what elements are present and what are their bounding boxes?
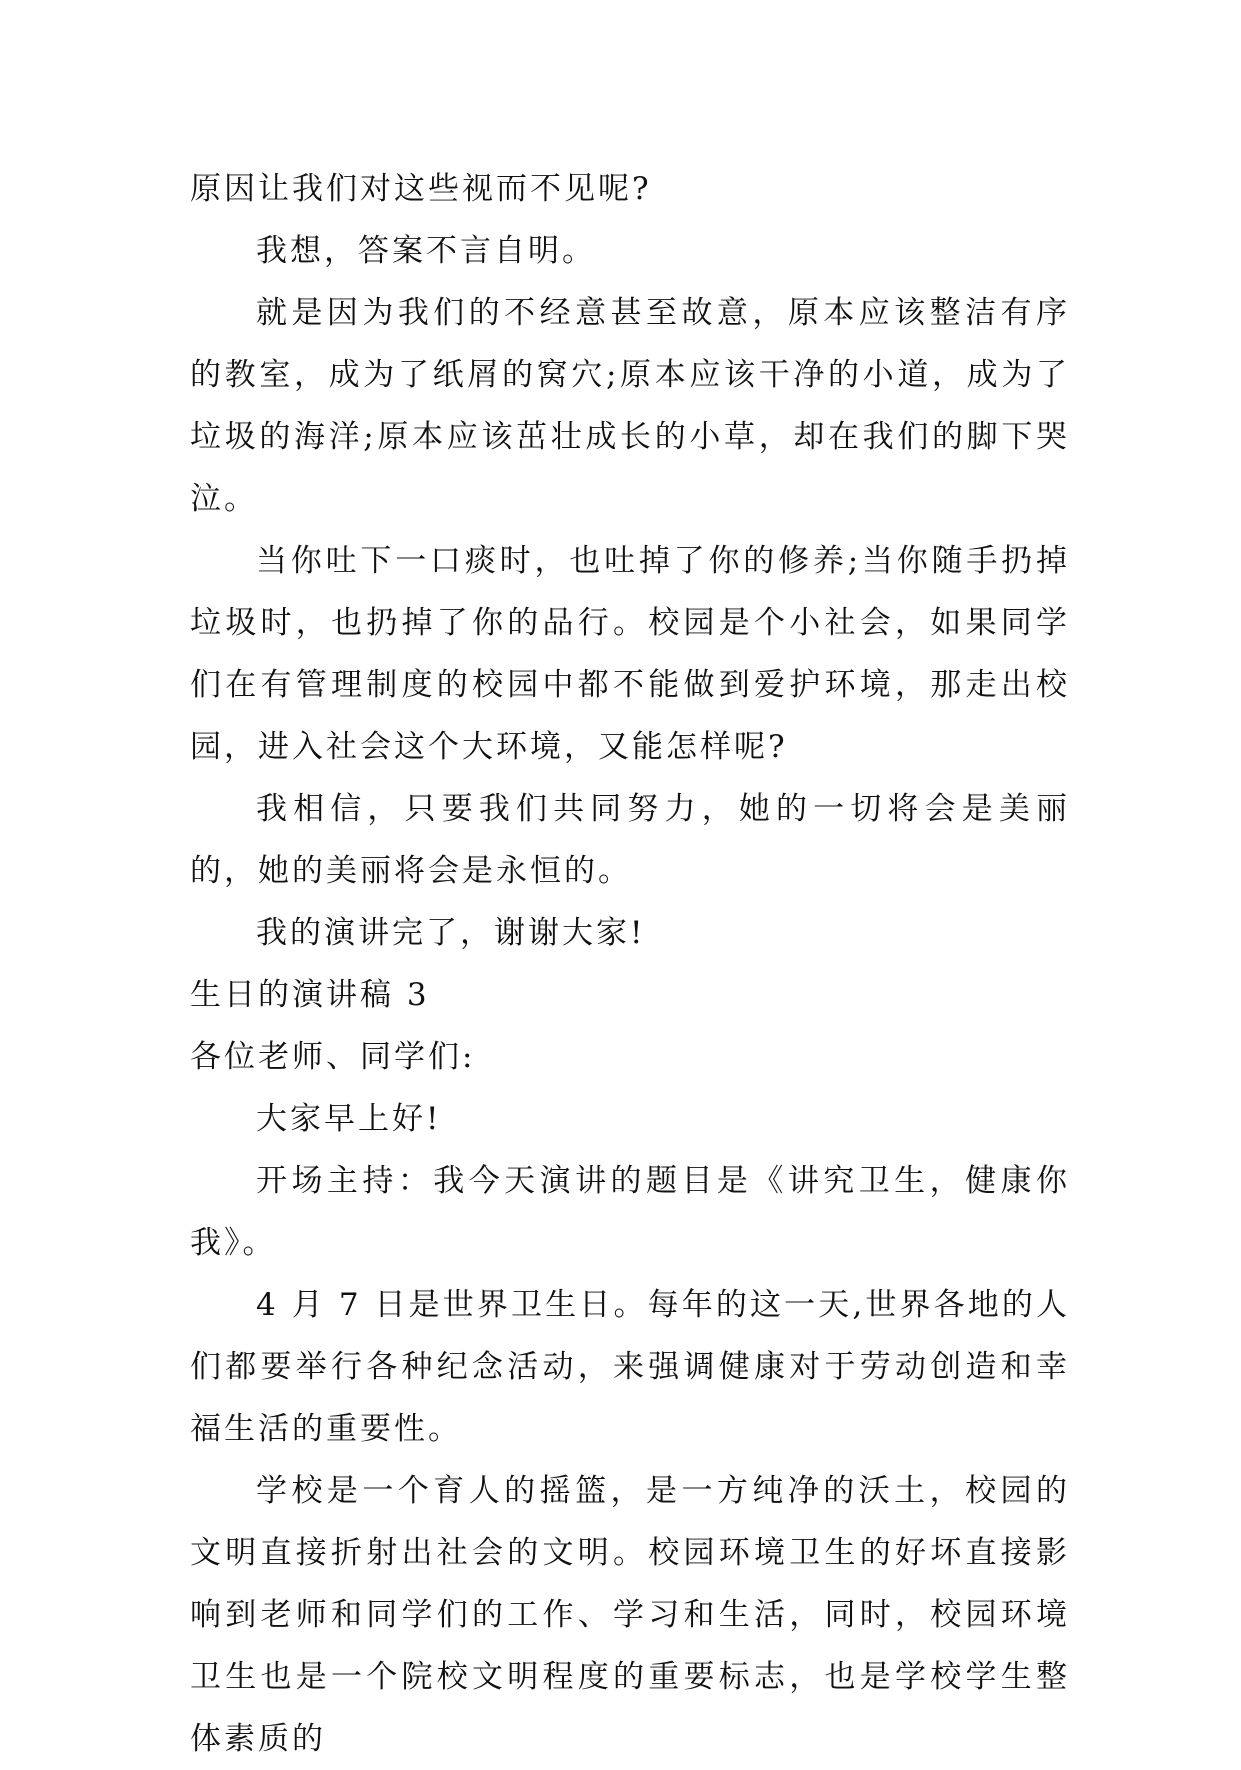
paragraph: 开场主持：我今天演讲的题目是《讲究卫生，健康你我》。 [190,1163,1070,1261]
section-heading: 生日的演讲稿 3 [190,977,430,1013]
paragraph: 4 月 7 日是世界卫生日。每年的这一天,世界各地的人们都要举行各种纪念活动，来强调健康对于劳动创造和幸福生活的重要性。 [190,1287,1070,1447]
paragraph: 当你吐下一口痰时，也吐掉了你的修养;当你随手扔掉垃圾时，也扔掉了你的品行。校园是个小社会，如果同学们在有管理制度的校园中都不能做到爱护环境，那走出校园，进入社会这个大环境，又能怎样呢? [190,543,1070,765]
paragraph: 就是因为我们的不经意甚至故意，原本应该整洁有序的教室，成为了纸屑的窝穴;原本应该干净的小道，成为了垃圾的海洋;原本应该茁壮成长的小草，却在我们的脚下哭泣。 [190,295,1070,517]
paragraph: 大家早上好! [256,1101,442,1137]
salutation: 各位老师、同学们: [190,1039,476,1075]
paragraph: 我相信，只要我们共同努力，她的一切将会是美丽的，她的美丽将会是永恒的。 [190,791,1070,889]
document-body [190,158,1070,1770]
paragraph: 学校是一个育人的摇篮，是一方纯净的沃土，校园的文明直接折射出社会的文明。校园环境卫生的好坏直接影响到老师和同学们的工作、学习和生活，同时，校园环境卫生也是一个院校文明程度的重要标志，也是学校学生整体素质的 [190,1473,1070,1757]
paragraph: 我的演讲完了，谢谢大家! [256,915,646,951]
paragraph: 原因让我们对这些视而不见呢? [190,171,652,207]
paragraph: 我想，答案不言自明。 [256,233,596,269]
